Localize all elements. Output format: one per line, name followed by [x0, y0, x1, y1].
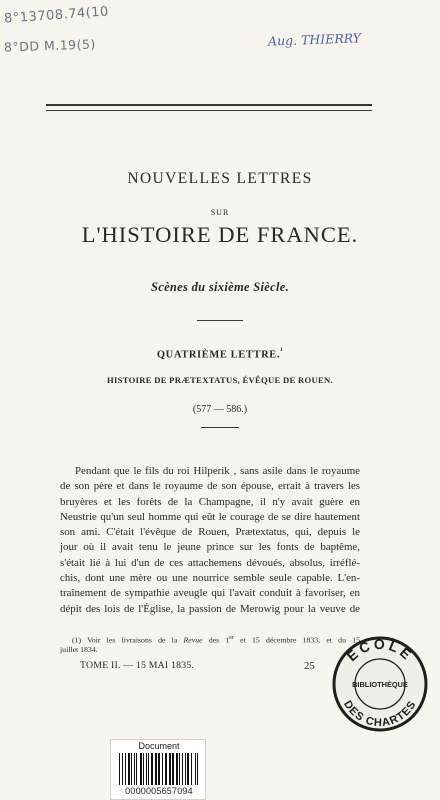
handwritten-call-number: 8°13708.74(10 [3, 4, 110, 27]
barcode-bar [131, 753, 132, 785]
barcode-bar [125, 753, 126, 785]
footnote-line: juillet 1834. [60, 645, 98, 654]
barcode-bar [165, 753, 167, 785]
text-line: de son père et dans le royaume de son épouse, errait à travers les [60, 480, 360, 493]
barcode-bar [185, 753, 186, 785]
chapter-dates: (577 — 586.) [192, 404, 248, 415]
chapter-separator [201, 427, 239, 428]
top-rule [46, 104, 372, 106]
chapter-heading [0, 346, 440, 361]
volume-date: TOME II. — 15 MAI 1835. [80, 660, 195, 671]
barcode-bar [191, 753, 192, 785]
text-line: Neustrie qu'un seul homme qui eût le courage de se dire hautement [60, 510, 360, 523]
barcode-bar [128, 753, 130, 785]
barcode-bar [172, 753, 174, 785]
subtitle-scenes: Scènes du sixième Siècle. [150, 280, 290, 294]
barcode-bar [169, 753, 171, 785]
text-line: bruyères et les forêts de la Champagne, il n'y avait guère en [60, 495, 360, 508]
barcode-bar [140, 753, 142, 785]
title-separator [197, 320, 243, 321]
stamp-bottom-text: DES CHARTES [341, 698, 419, 730]
text-line: traînement de sympathie aveugle qui l'avait conduit à favoriser, en [60, 587, 360, 600]
barcode-bar [162, 753, 163, 785]
barcode-bar [195, 753, 196, 785]
footnote-text: et 15 décembre 1833, et du 15 [233, 635, 360, 645]
text-line: dépit des lois de l'Église, la passion de Merowig pour la veuve de [60, 602, 360, 615]
top-rule-thin [46, 110, 372, 111]
footnote-marker: ¹ [280, 346, 284, 355]
stamp-center-text: BIBLIOTHÈQUE [352, 680, 408, 689]
barcode-bar [134, 753, 135, 785]
barcode-number: 0000005657094 [125, 786, 193, 796]
barcode-bar [179, 753, 180, 785]
body-paragraph [60, 464, 360, 617]
chapter-subheading: HISTOIRE DE PRÆTEXTATUS, ÉVÊQUE DE ROUEN. [107, 375, 333, 385]
text-line: chis, dont une mère ou une nourrice semble seule capable. L'en- [60, 572, 360, 585]
handwritten-author-note: Aug. THIERRY [267, 30, 362, 49]
stamp-top-text: ÉCOLE [343, 636, 417, 665]
barcode-label [110, 739, 206, 800]
title-sur: SUR [210, 208, 230, 217]
text-line: s'était lié à lui d'un de ces attachemens dévoués, absolus, irréflé- [60, 556, 360, 569]
barcode-bar [182, 753, 183, 785]
footnote-sup: er [229, 635, 234, 641]
barcode-bar [176, 753, 178, 785]
footnote-line [60, 632, 360, 644]
library-stamp [332, 636, 428, 732]
barcode-bar [143, 753, 144, 785]
handwritten-shelf-mark: 8°DD M.19(5) [3, 36, 97, 55]
page-number: 25 [304, 660, 315, 672]
text-line: Pendant que le fils du roi Hilperik , sans asile dans le royaume [75, 465, 360, 477]
barcode-bar [151, 753, 153, 785]
text-line: son ami. C'était l'évêque de Rouen, Prætextatus, qui, depuis le [60, 526, 360, 539]
barcode-bar [146, 753, 147, 785]
barcode-bar [122, 753, 123, 785]
barcode-bar [119, 753, 120, 785]
title-nouvelles-lettres: NOUVELLES LETTRES [127, 170, 313, 187]
barcode-bar [197, 753, 198, 785]
barcode-bar [158, 753, 160, 785]
text-line: jour où il avait tenu le jeune prince sur les fonts de baptême, [60, 541, 360, 554]
barcode-title: Document [138, 741, 180, 751]
footnote [60, 632, 360, 656]
barcode-bar [148, 753, 149, 785]
barcode-bar [155, 753, 157, 785]
barcode-bar [136, 753, 137, 785]
barcode-bar [187, 753, 189, 785]
footnote-revue: Revue [183, 635, 203, 645]
footnote-text: des 1 [202, 635, 230, 645]
title-histoire-de-france: L'HISTOIRE DE FRANCE. [81, 222, 359, 247]
chapter-title: QUATRIÈME LETTRE. [156, 349, 281, 361]
footnote-text: (1) Voir les livraisons de la [72, 635, 184, 645]
barcode [117, 753, 201, 785]
